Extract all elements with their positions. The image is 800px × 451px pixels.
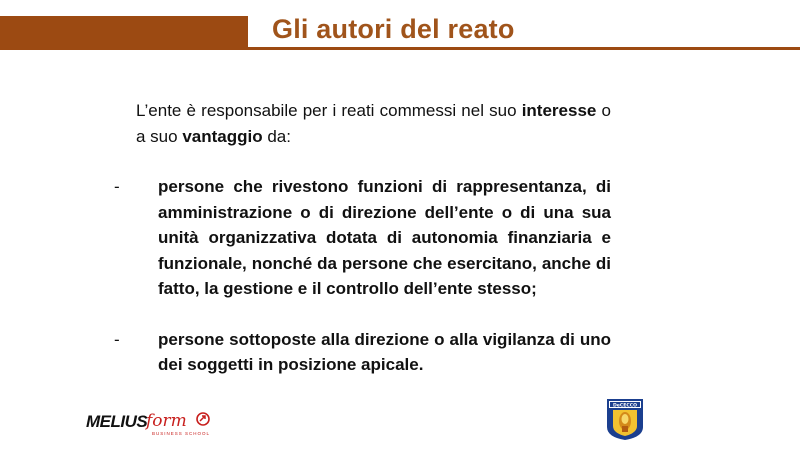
intro-text-end: da: — [262, 126, 291, 146]
bullet-item-1 — [114, 174, 611, 302]
bullet-text: persone sottoposte alla direzione o alla vigilanza di uno dei soggetti in posizione apicale. — [158, 329, 611, 374]
intro-bold-vantaggio: vantaggio — [182, 126, 263, 146]
intro-text-pre: L’ente è responsabile per i reati commessi nel suo — [136, 101, 522, 120]
bullet-marker: - — [114, 177, 120, 196]
page-title: Gli autori del reato — [272, 14, 515, 44]
slide-content — [114, 98, 611, 378]
title-bar-left — [0, 16, 248, 50]
melius-logo-subtitle: BUSINESS SCHOOL — [152, 431, 211, 436]
de-cecco-logo — [605, 397, 645, 441]
title-rule — [248, 47, 800, 50]
bullet-text: persone che rivestono funzioni di rappresentanza, di amministrazione o di direzione dell’ente o di una sua unità organizzativa dotata di autonomia finanziaria e funzionale, nonché da persone che esercitano, anche di fatto, la gestione e il controllo dell’ente stesso; — [158, 177, 611, 298]
melius-logo-text: MELIUS — [86, 412, 148, 431]
bullet-marker: - — [114, 329, 120, 349]
intro-bold-interesse: interesse — [521, 101, 597, 120]
melius-form-logo — [86, 410, 216, 436]
red-circle-arrow-icon — [196, 412, 210, 426]
intro-text-mid: o a suo — [136, 101, 611, 146]
svg-text:DeCECCO: DeCECCO — [612, 403, 638, 409]
intro-paragraph — [136, 98, 611, 149]
bullet-item-2 — [114, 327, 611, 378]
melius-logo-form: form — [146, 411, 187, 431]
